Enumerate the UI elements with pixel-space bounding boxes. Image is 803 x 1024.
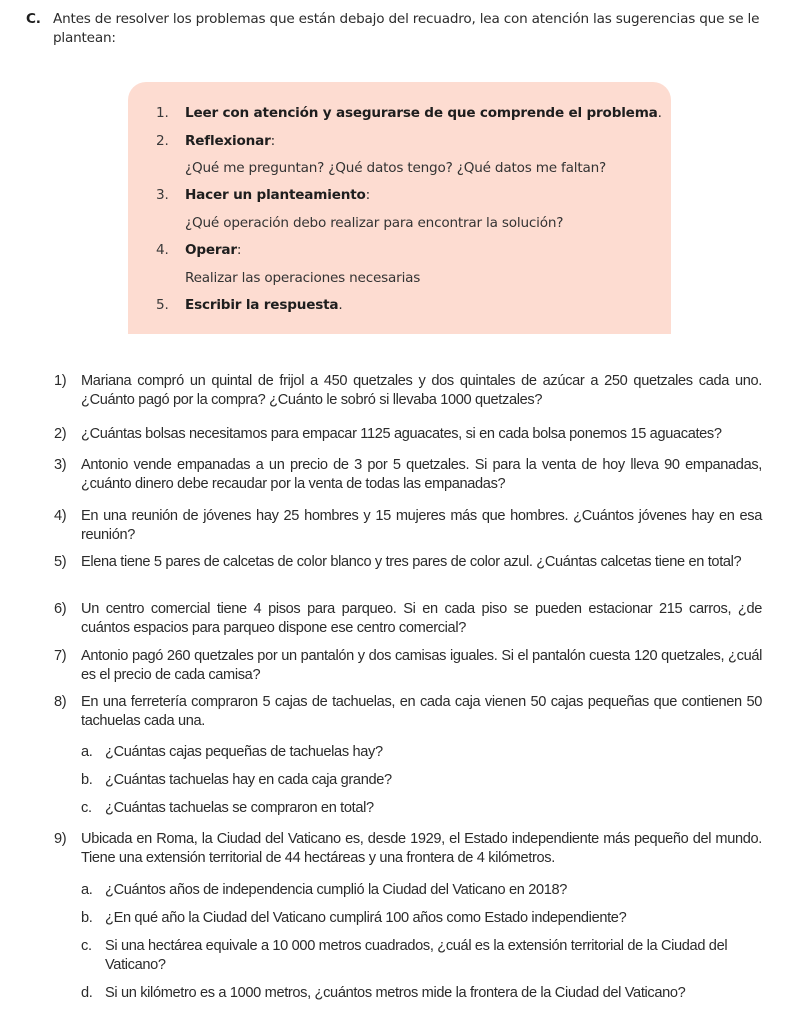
- tip-number: 1.: [156, 105, 169, 121]
- suggestions-box: [128, 82, 671, 334]
- problem-4: [54, 507, 762, 544]
- problem-9-b: [81, 909, 761, 928]
- tip-suffix: :: [270, 133, 275, 149]
- subquestion-text: ¿Cuántas tachuelas hay en cada caja grande?: [105, 772, 392, 788]
- problem-8: [54, 693, 762, 730]
- subquestion-letter: b.: [81, 772, 93, 788]
- subquestion-text: Si una hectárea equivale a 10 000 metros cuadrados, ¿cuál es la extensión territorial de la Ciudad del Vaticano?: [105, 938, 728, 973]
- tip-label: Operar: [185, 242, 237, 258]
- tip-3: [156, 186, 370, 204]
- subquestion-text: Si un kilómetro es a 1000 metros, ¿cuántos metros mide la frontera de la Ciudad del Vaticano?: [105, 985, 686, 1001]
- problem-number: 2): [54, 426, 67, 442]
- problem-text: Un centro comercial tiene 4 pisos para parqueo. Si en cada piso se pueden estacionar 215 carros, ¿de cuántos espacios para parqueo dispone ese centro comercial?: [81, 601, 762, 636]
- problem-8-a: [81, 743, 761, 762]
- tip-number: 3.: [156, 187, 169, 203]
- problem-8-b: [81, 771, 761, 790]
- tip-2: [156, 132, 275, 150]
- tip-5: [156, 296, 343, 314]
- subquestion-letter: c.: [81, 800, 92, 816]
- tip-label: Hacer un planteamiento: [185, 187, 366, 203]
- intro-text: Antes de resolver los problemas que están debajo del recuadro, lea con atención las sugerencias que se le plantean:: [53, 11, 760, 46]
- problem-text: En una reunión de jóvenes hay 25 hombres y 15 mujeres más que hombres. ¿Cuántos jóvenes hay en esa reunión?: [81, 508, 762, 543]
- subquestion-letter: c.: [81, 938, 92, 954]
- problem-number: 6): [54, 601, 67, 617]
- problem-text: ¿Cuántas bolsas necesitamos para empacar 1125 aguacates, si en cada bolsa ponemos 15 aguacates?: [81, 426, 722, 442]
- tip-label: Leer con atención y asegurarse de que comprende el problema: [185, 105, 658, 121]
- subquestion-text: ¿En qué año la Ciudad del Vaticano cumplirá 100 años como Estado independiente?: [105, 910, 627, 926]
- subquestion-text: ¿Cuántas cajas pequeñas de tachuelas hay?: [105, 744, 383, 760]
- problem-9-d: [81, 984, 761, 1003]
- subquestion-text: ¿Cuántas tachuelas se compraron en total?: [105, 800, 374, 816]
- tip-label: Reflexionar: [185, 133, 271, 149]
- problem-6: [54, 600, 762, 637]
- tip-number: 5.: [156, 297, 169, 313]
- problem-text: En una ferretería compraron 5 cajas de tachuelas, en cada caja vienen 50 cajas pequeñas que contienen 50 tachuelas cada una.: [81, 694, 762, 729]
- problem-number: 7): [54, 648, 67, 664]
- subquestion-letter: a.: [81, 882, 93, 898]
- subquestion-letter: d.: [81, 985, 93, 1001]
- problem-number: 5): [54, 554, 67, 570]
- tip-2-detail: ¿Qué me preguntan? ¿Qué datos tengo? ¿Qué datos me faltan?: [185, 160, 607, 176]
- problem-9-c: [81, 937, 761, 974]
- tip-number: 4.: [156, 242, 169, 258]
- problem-text: Antonio pagó 260 quetzales por un pantalón y dos camisas iguales. Si el pantalón cuesta 120 quetzales, ¿cuál es el precio de cada camisa?: [81, 648, 762, 683]
- problem-9-a: [81, 881, 761, 900]
- problem-1: [54, 372, 762, 409]
- tip-suffix: .: [338, 297, 343, 313]
- problem-number: 4): [54, 508, 67, 524]
- problem-2: [54, 425, 762, 444]
- problem-7: [54, 647, 762, 684]
- tip-suffix: :: [365, 187, 371, 203]
- problem-number: 9): [54, 831, 67, 847]
- problem-5: [54, 553, 762, 572]
- section-intro: [26, 10, 786, 48]
- tip-suffix: .: [657, 105, 662, 121]
- tip-4: [156, 241, 241, 259]
- problem-number: 1): [54, 373, 67, 389]
- problem-number: 8): [54, 694, 67, 710]
- tip-4-detail: Realizar las operaciones necesarias: [185, 270, 421, 286]
- tip-suffix: :: [236, 242, 242, 258]
- problem-3: [54, 456, 762, 493]
- tip-1: [156, 104, 662, 122]
- problem-9: [54, 830, 762, 867]
- section-letter: C.: [26, 11, 41, 27]
- tip-3-detail: ¿Qué operación debo realizar para encontrar la solución?: [185, 215, 564, 231]
- subquestion-text: ¿Cuántos años de independencia cumplió la Ciudad del Vaticano en 2018?: [105, 882, 568, 898]
- problem-text: Mariana compró un quintal de frijol a 450 quetzales y dos quintales de azúcar a 250 quetzales cada uno. ¿Cuánto pagó por la compra? ¿Cuánto le sobró si llevaba 1000 quetzales?: [81, 373, 762, 408]
- subquestion-letter: a.: [81, 744, 93, 760]
- problem-text: Ubicada en Roma, la Ciudad del Vaticano es, desde 1929, el Estado independiente más pequeño del mundo. Tiene una extensión territorial de 44 hectáreas y una frontera de 4 kilómetros.: [81, 831, 762, 866]
- problem-8-c: [81, 799, 761, 818]
- problem-number: 3): [54, 457, 67, 473]
- tip-number: 2.: [156, 133, 169, 149]
- subquestion-letter: b.: [81, 910, 93, 926]
- problem-text: Elena tiene 5 pares de calcetas de color blanco y tres pares de color azul. ¿Cuántas calcetas tiene en total?: [81, 554, 742, 570]
- tip-label: Escribir la respuesta: [185, 297, 339, 313]
- problem-text: Antonio vende empanadas a un precio de 3 por 5 quetzales. Si para la venta de hoy lleva 90 empanadas, ¿cuánto dinero debe recaudar por la venta de todas las empanadas?: [81, 457, 762, 492]
